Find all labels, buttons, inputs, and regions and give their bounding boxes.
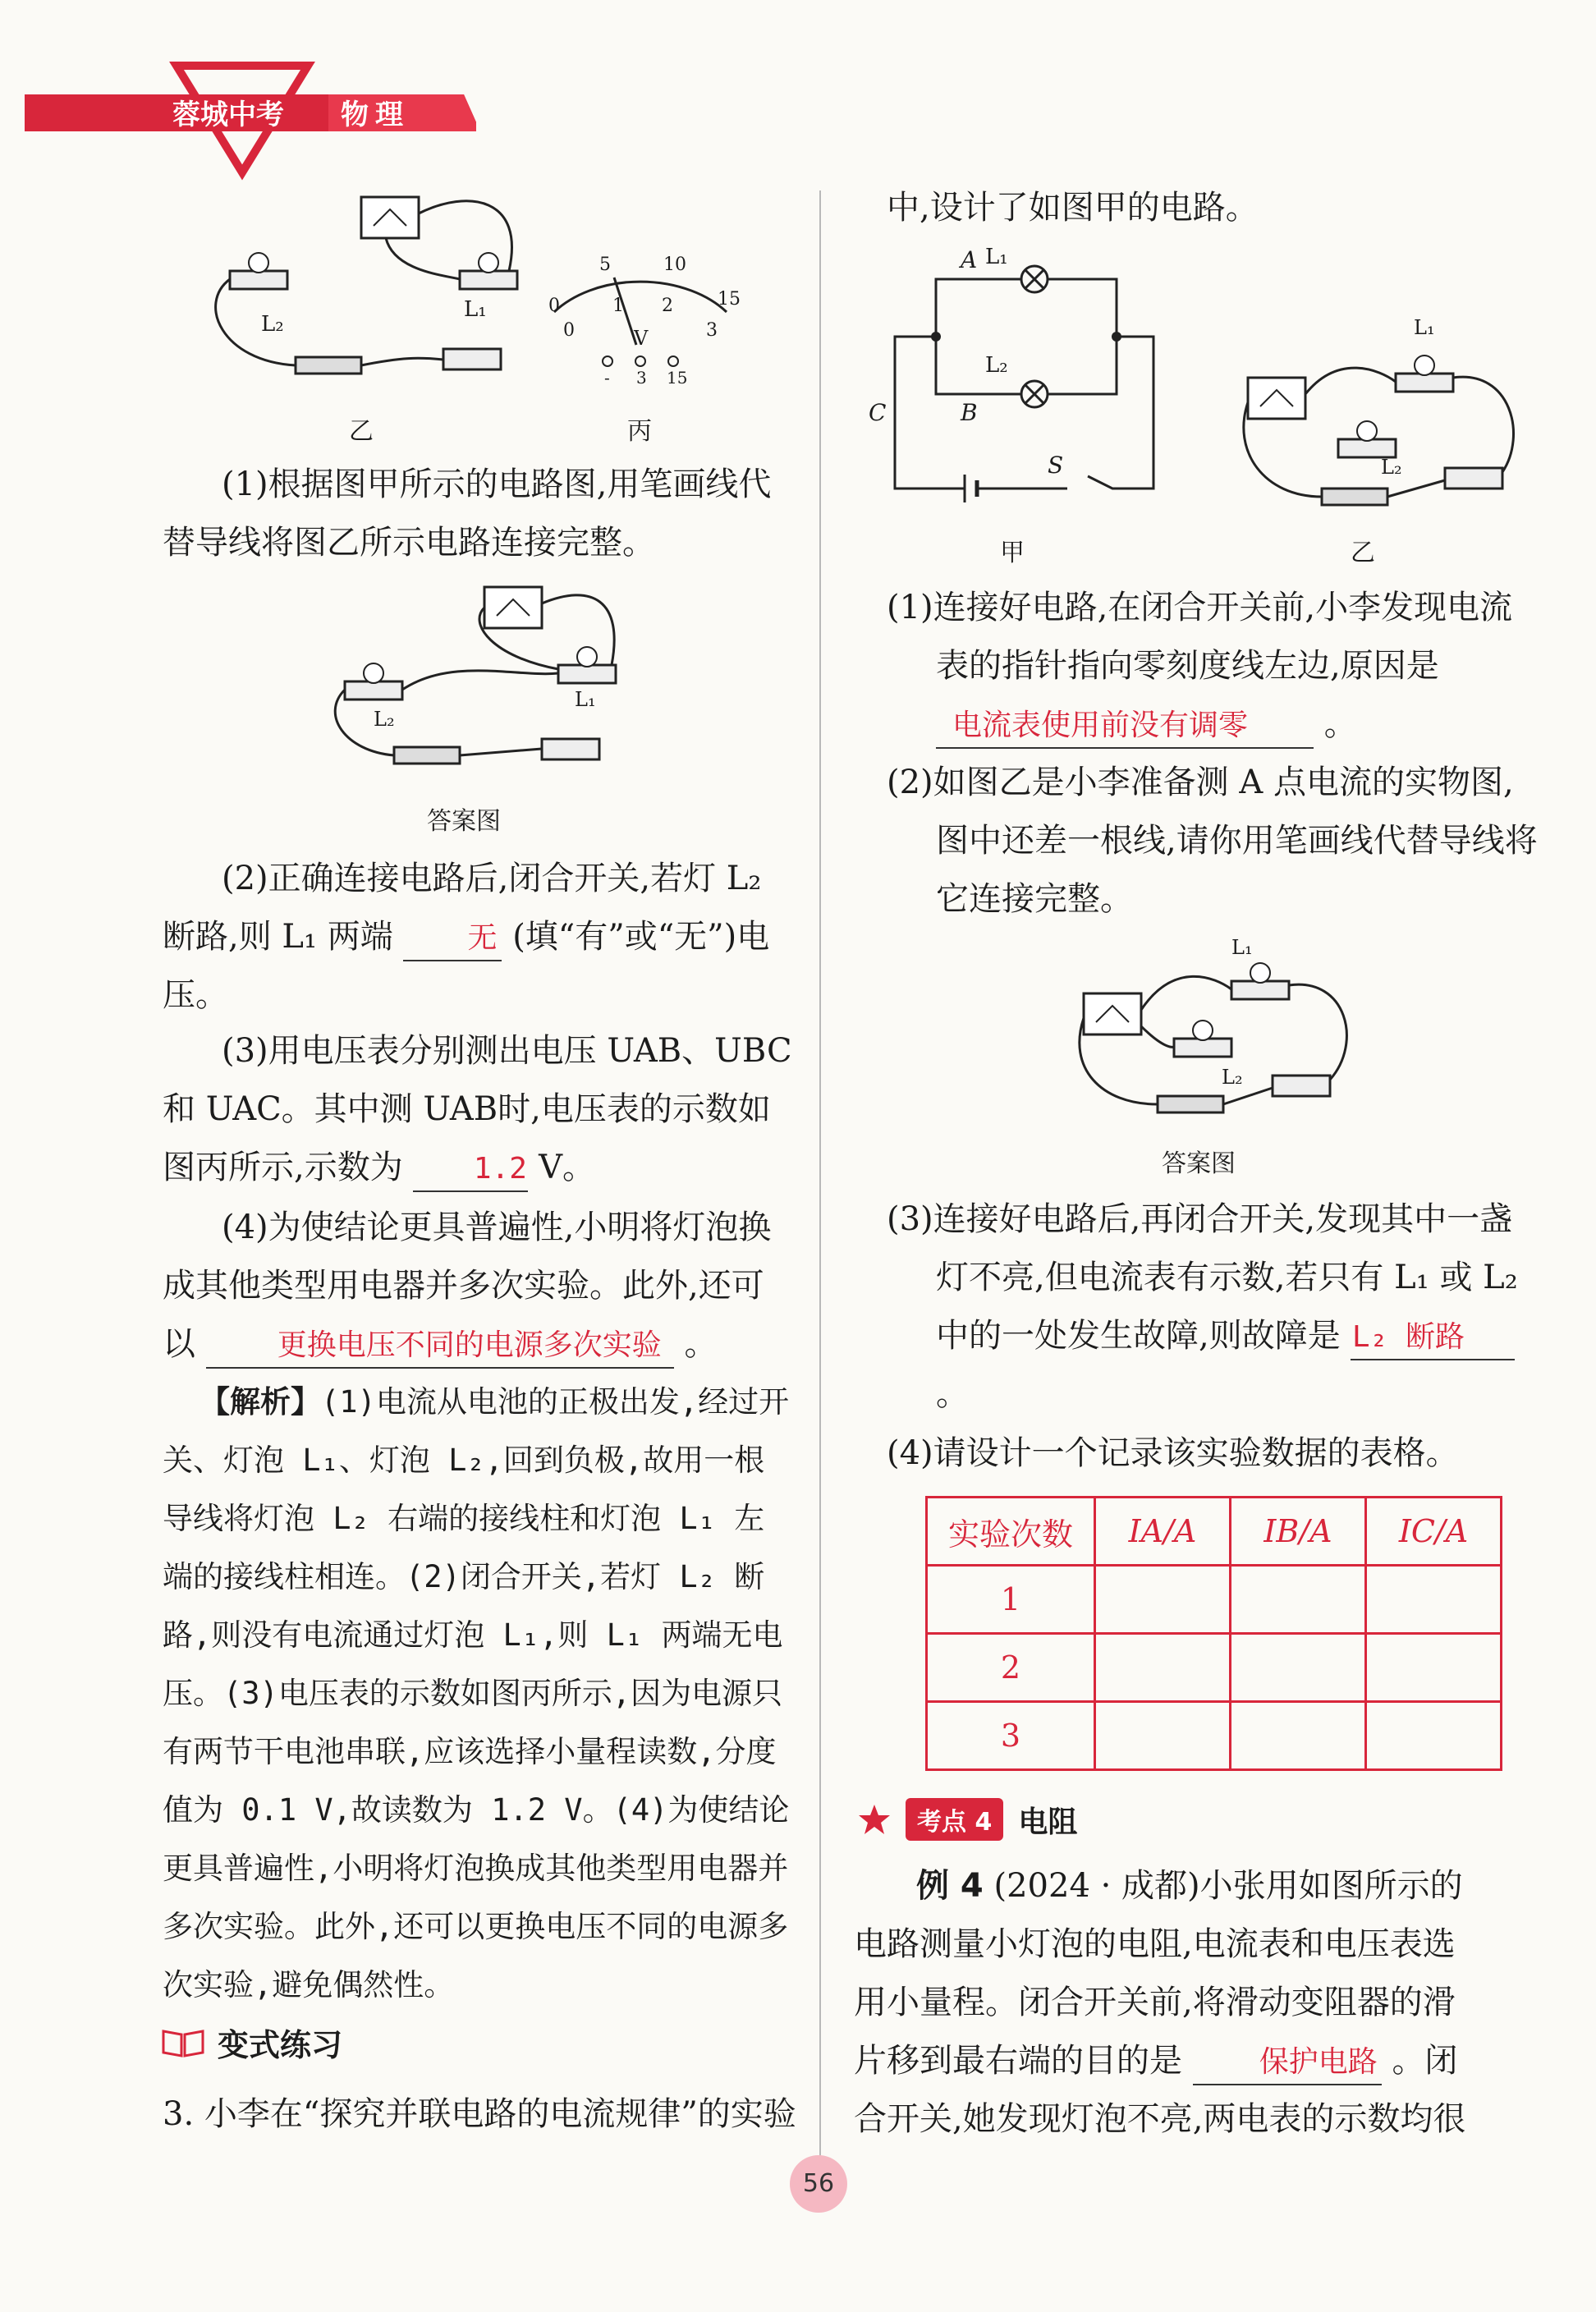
- q4-text-a: (4)为使结论更具普遍性,小明将灯泡换成其他类型用电器并多次实验。此外,还可以: [163, 1209, 772, 1363]
- dial-bot-3: 3: [706, 320, 718, 341]
- practice-title: 变式练习: [218, 2027, 343, 2063]
- caption-jia: 甲: [1000, 539, 1025, 567]
- circuit-figure-yi-right: [1231, 320, 1527, 517]
- q2-answer: 无: [403, 917, 502, 961]
- label-C: C: [869, 399, 887, 426]
- q4-end: 。: [684, 1325, 718, 1363]
- table-cell: 1: [927, 1566, 1095, 1634]
- table-cell: [1231, 1702, 1366, 1770]
- q4-answer: 更换电压不同的电源多次实验: [206, 1324, 674, 1369]
- terminal-3: 3: [636, 368, 647, 388]
- dial-top-10: 10: [663, 255, 686, 275]
- label-L2-jia: L₂: [985, 353, 1008, 378]
- p4-text: (4)请设计一个记录该实验数据的表格。: [887, 1434, 1459, 1472]
- analysis-title: 【解析】: [200, 1384, 321, 1420]
- p1-end: 。: [1323, 705, 1357, 743]
- terminal-neg: -: [604, 368, 610, 388]
- example4-text-a: (2024 · 成都)小张用如图所示的电路测量小灯泡的电阻,电流表和电压表选用小量程。闭合开关前,将滑动变阻器的滑片移到最右端的目的是: [854, 1867, 1463, 2080]
- answer-circuit-left: [320, 575, 632, 772]
- label-L1-yi-right: L₁: [1414, 316, 1435, 339]
- table-cell: 3: [927, 1702, 1095, 1770]
- q2-text-a: (2)正确连接电路后,闭合开关,若灯 L₂ 断路,则 L₁ 两端: [163, 860, 762, 956]
- example4-answer: 保护电路: [1193, 2041, 1382, 2085]
- dial-top-0: 0: [548, 296, 560, 316]
- label-A: A: [961, 246, 978, 273]
- q2-text: [163, 850, 795, 1025]
- page-number: 56: [790, 2155, 847, 2213]
- label-B: B: [961, 399, 978, 426]
- answer-fig-caption-right: 答案图: [1162, 1149, 1236, 1178]
- caption-yi-right: 乙: [1351, 539, 1375, 567]
- kaodian-title: 电阻: [1018, 1805, 1078, 1839]
- table-cell: [1366, 1702, 1502, 1770]
- q3-intro: 3. 小李在“探究并联电路的电流规律”的实验: [163, 2095, 796, 2133]
- table-cell: [1095, 1634, 1231, 1702]
- label-L1-ans-right: L₁: [1231, 936, 1253, 959]
- brand-name: 蓉城中考: [172, 99, 284, 131]
- table-header-cell: IA/A: [1095, 1498, 1231, 1566]
- analysis-text: (1)电流从电池的正极出发,经过开关、灯泡 L₁、灯泡 L₂,回到负极,故用一根导线将灯泡 L₂ 右端的接线柱和灯泡 L₁ 左端的接线柱相连。(2)闭合开关,若灯 L₂ 断路,则没有电流通过灯泡 L₁,则 L₁ 两端无电压。(3)电压表的示数如图丙所示,因为电源只有两节干电池串联,应该选择小量程读数,分度值为 0.1 V,故读数为 1.2 V。(4)为使结论更具普遍性,小明将灯泡换成其他类型用电器并多次实验。此外,还可以更换电压不同的电源多次实验,避免偶然性。: [163, 1384, 790, 2002]
- dial-bot-2: 2: [662, 296, 673, 316]
- table-cell: [1366, 1566, 1502, 1634]
- q4-text: [163, 1199, 795, 1374]
- example4-label: 例 4: [916, 1867, 984, 1905]
- table-cell: [1095, 1566, 1231, 1634]
- table-header-cell: 实验次数: [927, 1498, 1095, 1566]
- q3-text: [163, 1022, 795, 1197]
- p1-text: [887, 579, 1543, 754]
- practice-header: [160, 2020, 342, 2065]
- table-row: [927, 1566, 1502, 1634]
- p3-text-a: (3)连接好电路后,再闭合开关,发现其中一盏灯不亮,但电流表有示数,若只有 L₁ 或 L₂ 中的一处发生故障,则故障是: [887, 1200, 1518, 1355]
- label-l2-ans: L₂: [374, 708, 395, 731]
- terminal-15: 15: [667, 368, 688, 388]
- table-row: [927, 1702, 1502, 1770]
- caption-yi: 乙: [349, 417, 374, 446]
- right-intro: 中,设计了如图甲的电路。: [887, 189, 1259, 227]
- p1-answer: 电流表使用前没有调零: [936, 704, 1314, 749]
- p3-end: 。: [936, 1375, 969, 1413]
- q3-unit: V。: [539, 1149, 596, 1186]
- table-cell: [1231, 1566, 1366, 1634]
- label-l1-yi: L₁: [464, 297, 487, 322]
- q1-text: (1)根据图甲所示的电路图,用笔画线代替导线将图乙所示电路连接完整。: [163, 466, 772, 562]
- q2-text-b: (填“有”或“无”)电压。: [163, 918, 770, 1014]
- dial-bot-1: 1: [612, 296, 624, 316]
- table-cell: [1366, 1634, 1502, 1702]
- label-l1-ans: L₁: [575, 688, 596, 711]
- label-L2-yi-right: L₂: [1381, 456, 1402, 479]
- kaodian-header: [858, 1798, 1077, 1841]
- label-L1-jia: L₁: [985, 245, 1008, 269]
- analysis-block: [163, 1373, 795, 2014]
- table-header-cell: IC/A: [1366, 1498, 1502, 1566]
- star-icon: [858, 1803, 891, 1836]
- dial-top-5: 5: [599, 255, 611, 275]
- p3-text: [887, 1190, 1543, 1424]
- label-S: S: [1048, 452, 1064, 479]
- dial-bot-0: 0: [563, 320, 575, 341]
- q3-answer: 1.2: [413, 1148, 528, 1192]
- p2-text: (2)如图乙是小李准备测 A 点电流的实物图,图中还差一根线,请你用笔画线代替导线将它连接完整。: [887, 764, 1538, 918]
- p1-text-a: (1)连接好电路,在闭合开关前,小李发现电流表的指针指向零刻度线左边,原因是: [887, 589, 1513, 685]
- table-cell: [1095, 1702, 1231, 1770]
- p3-answer: L₂ 断路: [1351, 1316, 1515, 1360]
- label-l2-yi: L₂: [261, 312, 284, 337]
- q3-text-body: (3)用电压表分别测出电压 UAB、UBC 和 UAC。其中测 UAB时,电压表的示数如图丙所示,示数为: [163, 1032, 792, 1186]
- book-icon: [160, 2026, 206, 2059]
- label-L2-ans-right: L₂: [1222, 1066, 1243, 1089]
- table-header-cell: IB/A: [1231, 1498, 1366, 1566]
- example4-text: [854, 1857, 1486, 2149]
- subject-label: 物理: [341, 99, 410, 131]
- data-table: [925, 1496, 1502, 1771]
- table-cell: [1231, 1634, 1366, 1702]
- dial-unit: V: [634, 327, 649, 350]
- example4-text-b: 。闭合开关,她发现灯泡不亮,两电表的示数均很: [854, 2042, 1466, 2138]
- kaodian-badge: [906, 1798, 1003, 1841]
- caption-bing: 丙: [627, 417, 652, 446]
- voltmeter-dial-figure: [542, 246, 739, 386]
- table-row: [927, 1634, 1502, 1702]
- dial-top-15: 15: [718, 289, 741, 310]
- circuit-figure-yi: [197, 181, 542, 394]
- column-divider: [819, 190, 821, 2161]
- table-header-row: [927, 1498, 1502, 1566]
- answer-fig-caption-left: 答案图: [427, 807, 501, 836]
- kaodian-number: 4: [975, 1808, 993, 1837]
- kaodian-label: 考点: [917, 1808, 966, 1837]
- schematic-jia: [887, 246, 1166, 509]
- table-cell: 2: [927, 1634, 1095, 1702]
- answer-circuit-right: [1067, 936, 1363, 1125]
